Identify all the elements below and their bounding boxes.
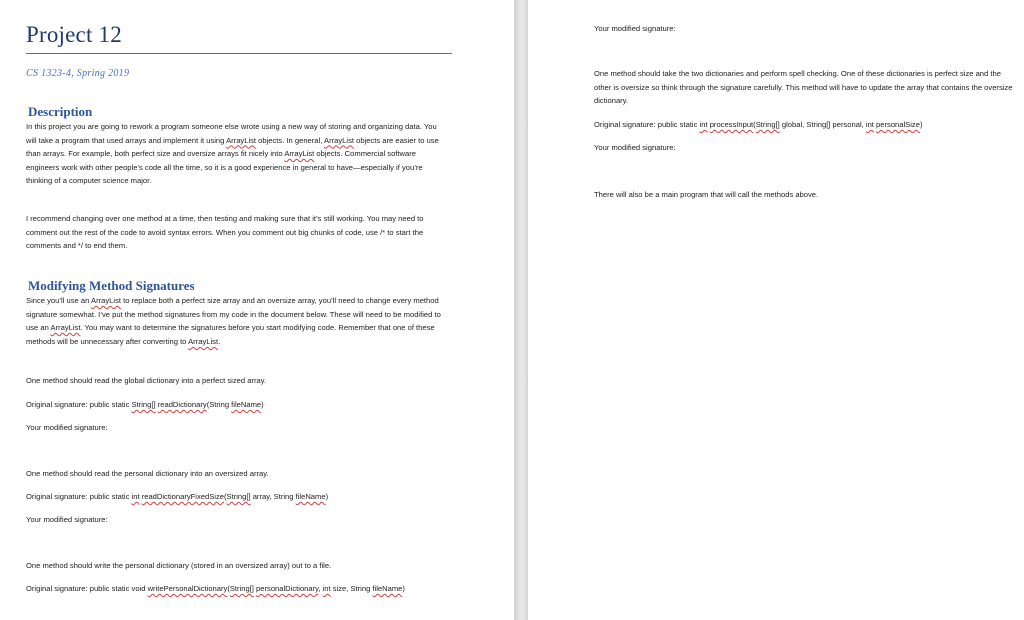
modifying-heading: Modifying Method Signatures — [28, 278, 195, 293]
method4-modified-signature-label[interactable]: Your modified signature: — [594, 143, 676, 152]
method2-modified-signature-label[interactable]: Your modified signature: — [26, 515, 108, 524]
page-title: Project 12 — [26, 22, 122, 47]
method1-original-signature[interactable]: Original signature: public static String[] readDictionary(String fileName) — [26, 400, 264, 409]
page-gutter — [514, 0, 528, 620]
method4-original-signature[interactable]: Original signature: public static int processInput(String[] global, String[] personal, int personalSize) — [594, 120, 923, 129]
modifying-paragraph[interactable]: Since you’ll use an ArrayList to replace both a perfect size array and an oversize array, you’ll need to change every method signature somewhat. I’ve put the method signatures from my code in the document below. These will need to be modified to use an ArrayList. You may want to determine the signatures before you start modifying code. Remember that one of these methods will be unnecessary after converting to ArrayList. — [26, 296, 441, 346]
method2-original-signature[interactable]: Original signature: public static int readDictionaryFixedSize(String[] array, String fileName) — [26, 492, 329, 501]
method3-original-signature[interactable]: Original signature: public static void writePersonalDictionary(String[] personalDictionary, int size, String fileName) — [26, 584, 405, 593]
course-subtitle: CS 1323-4, Spring 2019 — [26, 68, 130, 79]
method1-modified-signature-label[interactable]: Your modified signature: — [26, 423, 108, 432]
recommendation-paragraph[interactable]: I recommend changing over one method at a time, then testing and making sure that it’s still working. You may need to comment out the rest of the code to avoid syntax errors. When you comment out big chunks of code, use /* to start the comments and */ to end them. — [26, 214, 424, 251]
main-program-note[interactable]: There will also be a main program that will call the methods above. — [594, 190, 819, 199]
description-heading: Description — [28, 104, 93, 119]
document-page-right — [528, 0, 1024, 620]
method4-description[interactable]: One method should take the two dictionaries and perform spell checking. One of these dictionaries is perfect size and the other is oversize so think through the signature carefully. This method will have to update the array that contains the oversize dictionary. — [594, 69, 1013, 106]
method3-description[interactable]: One method should write the personal dictionary (stored in an oversized array) out to a file. — [26, 561, 332, 570]
method2-description[interactable]: One method should read the personal dictionary into an oversized array. — [26, 469, 269, 478]
title-divider — [26, 53, 452, 54]
method1-description[interactable]: One method should read the global dictionary into a perfect sized array. — [26, 376, 267, 385]
description-paragraph[interactable]: In this project you are going to rework a program someone else wrote using a new way of storing and organizing data. You will take a program that used arrays and implement it using ArrayList objects. In general, ArrayList objects are easier to use than arrays. For example, both perfect size and oversize arrays fit nicely into ArrayList objects. Commercial software engineers work with other people’s code all the time, so it is a good experience in general to have—especially if you’re thinking of a computer science major. — [26, 122, 439, 186]
method3-modified-signature-label[interactable]: Your modified signature: — [594, 24, 676, 33]
